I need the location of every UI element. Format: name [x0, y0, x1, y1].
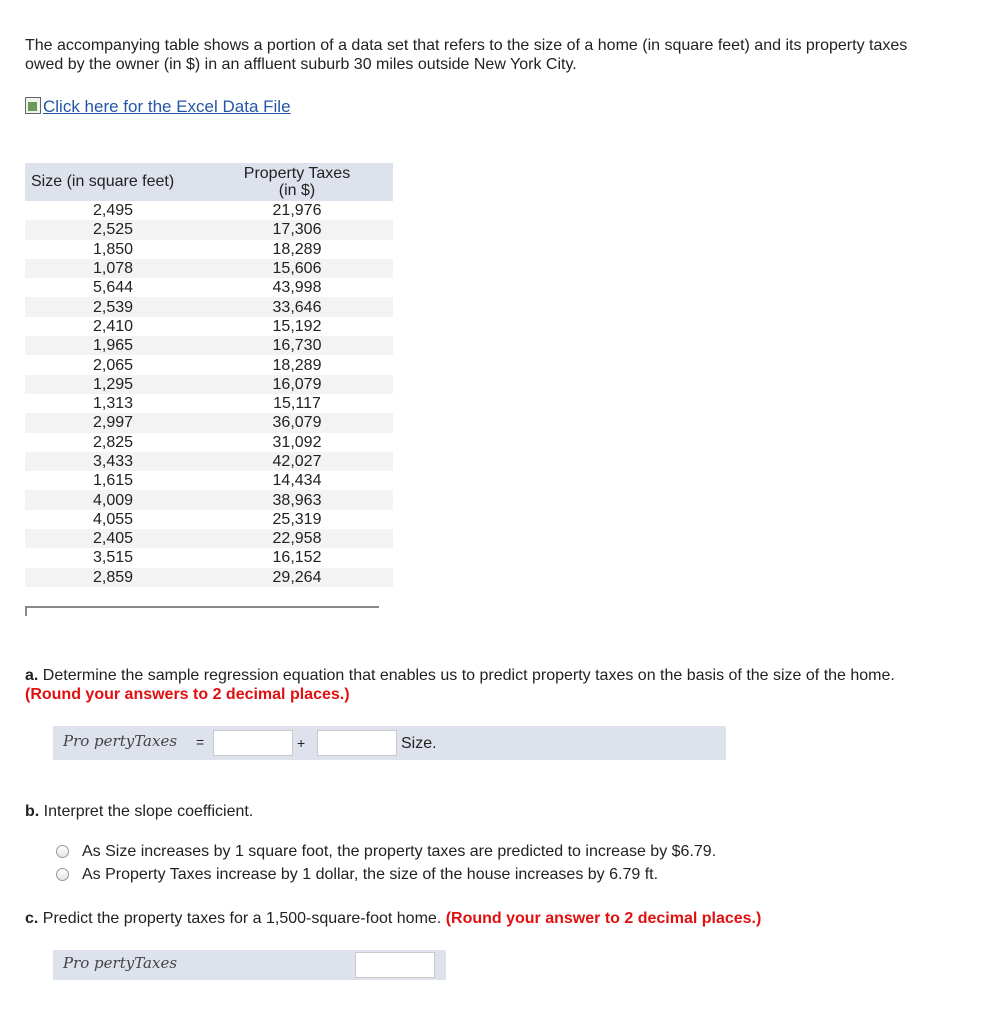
size-cell: 2,859 — [25, 568, 211, 587]
intercept-input[interactable] — [213, 730, 293, 756]
table-row — [25, 529, 393, 548]
part-c-note: (Round your answer to 2 decimal places.) — [445, 910, 762, 927]
table-row — [25, 452, 393, 471]
size-cell: 4,055 — [93, 510, 134, 528]
prediction-row — [53, 950, 446, 980]
size-cell: 4,009 — [25, 490, 211, 509]
radio-button[interactable] — [56, 845, 69, 858]
taxes-cell: 33,646 — [211, 297, 393, 316]
taxes-cell: 17,306 — [211, 220, 393, 239]
taxes-cell: 18,289 — [272, 240, 322, 258]
table-row — [25, 220, 393, 239]
part-a-text: Determine the sample regression equation that enables us to predict property taxes on the basis of the size of the home. — [42, 667, 895, 684]
option-2-text: As Property Taxes increase by 1 dollar, the size of the house increases by 6.79 ft. — [82, 866, 659, 883]
table-row — [25, 568, 393, 587]
header-taxes-line1: Property Taxes — [243, 165, 351, 182]
taxes-cell: 42,027 — [211, 452, 393, 471]
header-taxes-line2: (in $) — [278, 182, 316, 199]
size-cell: 1,313 — [93, 395, 134, 413]
size-cell: 5,644 — [93, 279, 134, 297]
taxes-cell: 22,958 — [211, 529, 393, 548]
excel-data-link[interactable] — [25, 97, 291, 117]
size-cell: 2,539 — [25, 297, 211, 316]
size-cell: 3,515 — [93, 549, 134, 567]
part-b-option-1[interactable] — [56, 843, 716, 861]
taxes-cell: 38,963 — [211, 490, 393, 509]
table-row — [25, 413, 393, 432]
taxes-cell: 29,264 — [211, 568, 393, 587]
size-cell: 2,405 — [25, 529, 211, 548]
size-cell: 1,078 — [25, 259, 211, 278]
excel-file-icon — [25, 97, 41, 114]
intro-text: The accompanying table shows a portion of a data set that refers to the size of a home (in square feet) and its property taxes owed by the owner (in $) in an affluent suburb 30 miles outside New York City. — [25, 37, 908, 73]
part-a-label: a. — [25, 667, 39, 684]
table-row — [25, 510, 393, 529]
table-row — [25, 259, 393, 278]
size-cell: 1,615 — [93, 472, 134, 490]
table-row — [25, 433, 393, 452]
part-c-question — [25, 910, 761, 928]
table-row — [25, 317, 393, 336]
radio-button[interactable] — [56, 868, 69, 881]
table-row — [25, 355, 393, 374]
size-cell: 2,065 — [93, 356, 134, 374]
equation-lhs: Pro pertyTaxes — [63, 732, 178, 750]
part-b-text: Interpret the slope coefficient. — [43, 803, 254, 820]
part-c-label: c. — [25, 910, 39, 927]
taxes-cell: 25,319 — [272, 510, 322, 528]
part-c-text: Predict the property taxes for a 1,500-square-foot home. — [42, 910, 442, 927]
header-property-taxes — [211, 163, 393, 201]
taxes-cell: 16,730 — [211, 336, 393, 355]
equals-sign: = — [196, 734, 205, 750]
part-b-question — [25, 803, 253, 821]
taxes-cell: 16,152 — [272, 549, 322, 567]
table-row — [25, 297, 393, 316]
part-a-question — [25, 666, 925, 704]
prediction-input[interactable] — [355, 952, 435, 978]
taxes-cell: 21,976 — [272, 202, 322, 220]
excel-link-label: Click here for the Excel Data File — [43, 97, 291, 116]
taxes-cell: 15,606 — [211, 259, 393, 278]
size-cell: 1,850 — [93, 240, 134, 258]
part-b-option-2[interactable] — [56, 866, 658, 884]
taxes-cell: 15,117 — [273, 395, 321, 413]
table-row — [25, 490, 393, 509]
slope-input[interactable] — [317, 730, 397, 756]
table-row — [25, 201, 393, 220]
taxes-cell: 15,192 — [272, 317, 322, 335]
table-row — [25, 240, 393, 259]
size-cell: 2,525 — [25, 220, 211, 239]
taxes-cell: 31,092 — [272, 433, 322, 451]
table-row — [25, 336, 393, 355]
size-variable-label: Size. — [401, 735, 437, 752]
size-cell: 2,825 — [93, 433, 134, 451]
size-cell: 1,295 — [25, 375, 211, 394]
table-footer-rule — [25, 606, 379, 616]
data-table — [25, 163, 393, 587]
part-b-label: b. — [25, 803, 40, 820]
taxes-cell: 43,998 — [272, 279, 322, 297]
size-cell: 1,965 — [25, 336, 211, 355]
part-a-note: (Round your answers to 2 decimal places.) — [25, 686, 350, 703]
size-cell: 2,495 — [93, 202, 134, 220]
taxes-cell: 36,079 — [211, 413, 393, 432]
regression-equation-row — [53, 726, 726, 760]
table-row — [25, 278, 393, 297]
table-header-row — [25, 163, 393, 201]
header-size: Size (in square feet) — [25, 163, 211, 201]
size-cell: 2,410 — [93, 317, 134, 335]
table-row — [25, 394, 393, 413]
size-cell: 3,433 — [25, 452, 211, 471]
size-cell: 2,997 — [25, 413, 211, 432]
taxes-cell: 18,289 — [272, 356, 322, 374]
plus-sign: + — [297, 735, 306, 751]
prediction-label: Pro pertyTaxes — [63, 954, 178, 972]
option-1-text: As Size increases by 1 square foot, the property taxes are predicted to increase by $6.79. — [82, 843, 717, 860]
table-row — [25, 375, 393, 394]
table-row — [25, 471, 393, 490]
taxes-cell: 16,079 — [211, 375, 393, 394]
taxes-cell: 14,434 — [272, 472, 322, 490]
table-row — [25, 548, 393, 567]
